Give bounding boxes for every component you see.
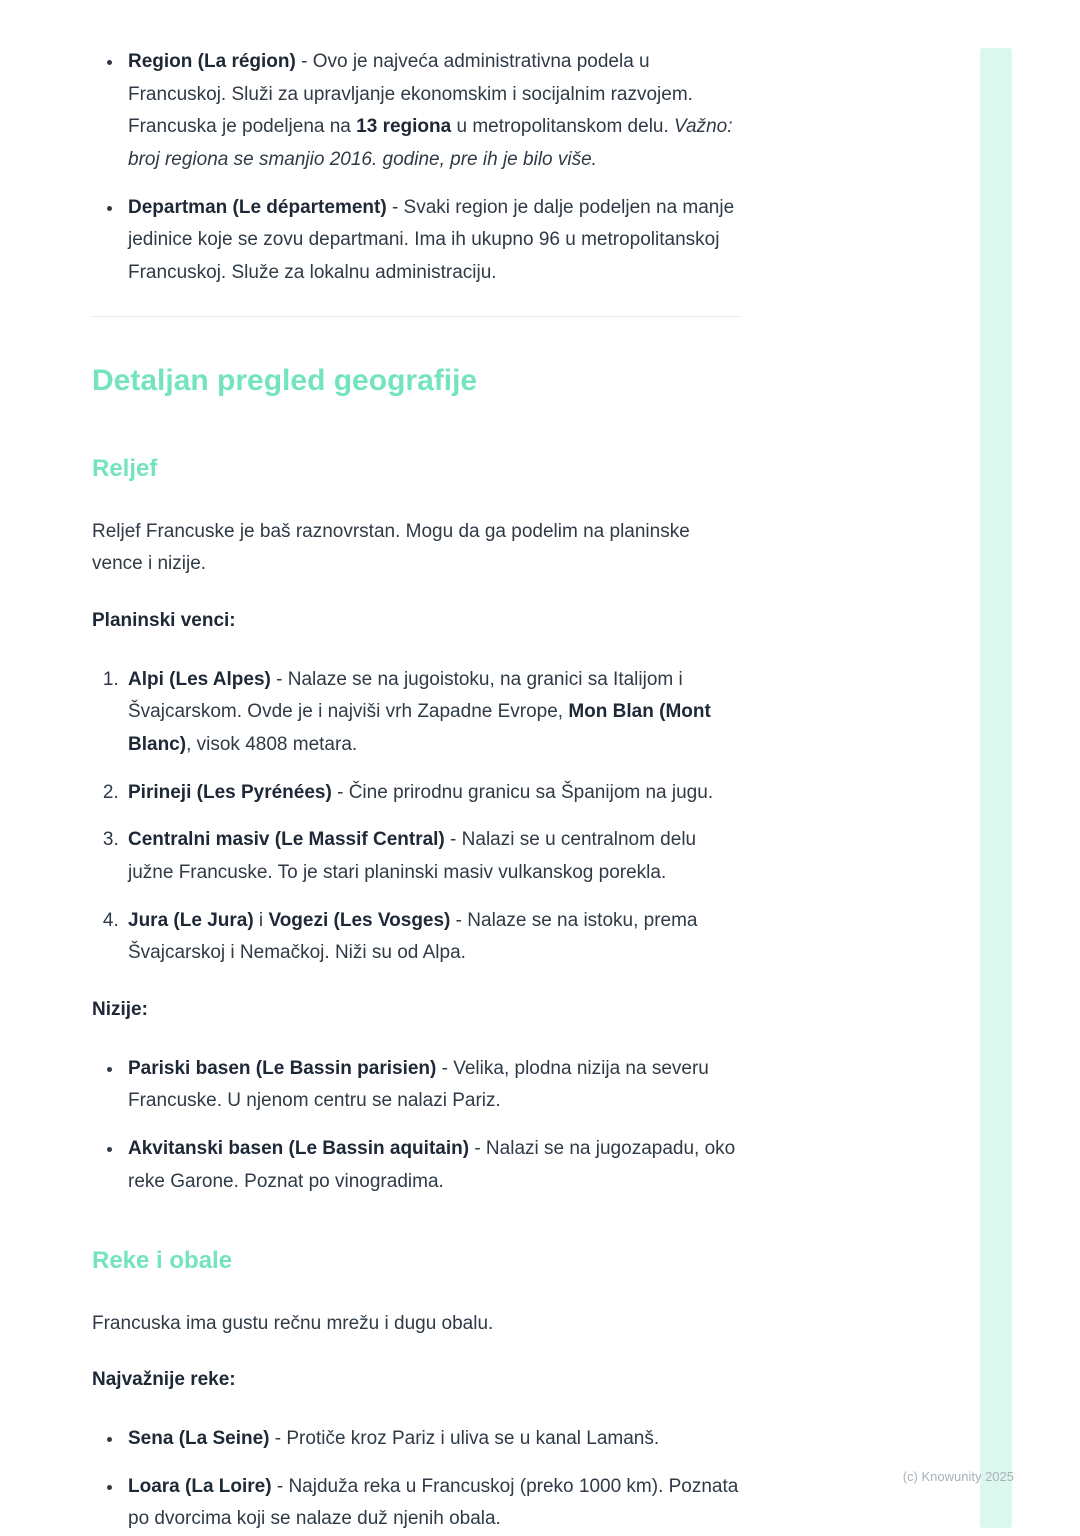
rivers-intro: Francuska ima gustu rečnu mrežu i dugu obalu. <box>92 1312 494 1334</box>
list-item-centralni-masiv <box>124 824 740 889</box>
term-bold: Pirineji (Les Pyrénées) <box>128 781 332 803</box>
term-bold: Akvitanski basen (Le Bassin aquitain) <box>128 1137 470 1159</box>
section-divider <box>92 316 740 317</box>
page-title: Detaljan pregled geografije <box>92 363 478 397</box>
text-run: - Nalaze se na jugoistoku, na granici sa Italijom i Švajcarskom. Ovde je i najviši vrh Zapadne Evrope, <box>128 668 683 723</box>
term-bold: Alpi (Les Alpes) <box>128 668 271 690</box>
text-run: - Čine prirodnu granicu sa Španijom na jugu. <box>331 781 714 803</box>
text-run: - Velika, plodna nizija na severu Francuske. U njenom centru se nalazi Pariz. <box>128 1057 709 1112</box>
text-run: - Nalazi se u centralnom delu južne Francuske. To je stari planinski masiv vulkanskog porekla. <box>128 829 697 883</box>
term-bold: Loara (La Loire) <box>128 1475 272 1497</box>
rivers-label: Najvažnije reke: <box>92 1369 236 1391</box>
text-run: - Nalazi se na jugozapadu, oko reke Garone. Poznat po vinogradima. <box>128 1137 736 1192</box>
term-bold: Departman (Le département) <box>128 196 387 218</box>
lowlands-list <box>92 1053 740 1199</box>
relief-heading: Reljef <box>92 455 158 483</box>
list-item-pariski-basen <box>124 1053 740 1118</box>
text-run: - Ovo je najveća administrativna podela u Francuskoj. Služi za upravljanje ekonomskim i socijalnim razvojem. Francuska je podeljena na <box>128 51 693 138</box>
list-item-jura-vogezi <box>124 905 740 970</box>
bold-run: Vogezi (Les Vosges) <box>268 909 451 931</box>
term-bold: Sena (La Seine) <box>128 1427 270 1449</box>
list-item-alpi <box>124 664 740 762</box>
bold-run: Mon Blan (Mont Blanc) <box>128 701 711 755</box>
right-accent-bar <box>980 48 1012 1528</box>
lowlands-label: Nizije: <box>92 998 148 1020</box>
list-item-sena <box>124 1423 740 1456</box>
relief-intro: Reljef Francuske je baš raznovrstan. Mogu da ga podelim na planinske vence i nizije. <box>92 520 690 575</box>
admin-divisions-list <box>92 46 740 290</box>
list-item-region <box>124 46 740 177</box>
rivers-list <box>92 1423 740 1536</box>
italic-run: Važno: broj regiona se smanjio 2016. godine, pre ih je bilo više. <box>128 116 733 171</box>
text-run: - Svaki region je dalje podeljen na manje jedinice koje se zovu departmani. Ima ih ukupno 96 u metropolitanskoj Francuskoj. Služe za lokalnu administraciju. <box>128 196 735 284</box>
term-bold: Jura (Le Jura) <box>128 909 254 931</box>
text-run: i <box>253 909 269 931</box>
text-run: , visok 4808 metara. <box>186 733 358 755</box>
term-bold: Region (La région) <box>128 51 296 72</box>
list-item-pirineji <box>124 777 740 810</box>
text-run: - Protiče kroz Pariz i uliva se u kanal Lamanš. <box>269 1427 660 1449</box>
text-run: - Nalaze se na istoku, prema Švajcarskoj i Nemačkoj. Niži su od Alpa. <box>128 909 698 964</box>
copyright-credit: (c) Knowunity 2025 <box>902 1469 1014 1484</box>
bold-run: 13 regiona <box>356 116 452 138</box>
text-run: u metropolitanskom delu. <box>451 116 675 138</box>
list-item-loara <box>124 1471 740 1536</box>
list-item-akvitanski-basen <box>124 1133 740 1198</box>
mountains-label: Planinski venci: <box>92 609 236 631</box>
list-item-departman <box>124 192 740 290</box>
rivers-heading: Reke i obale <box>92 1247 233 1275</box>
mountains-list <box>92 664 740 970</box>
term-bold: Pariski basen (Le Bassin parisien) <box>128 1057 437 1079</box>
text-run: - Najduža reka u Francuskoj (preko 1000 km). Poznata po dvorcima koji se nalaze duž njenih obala. <box>128 1475 739 1530</box>
term-bold: Centralni masiv (Le Massif Central) <box>128 829 445 851</box>
